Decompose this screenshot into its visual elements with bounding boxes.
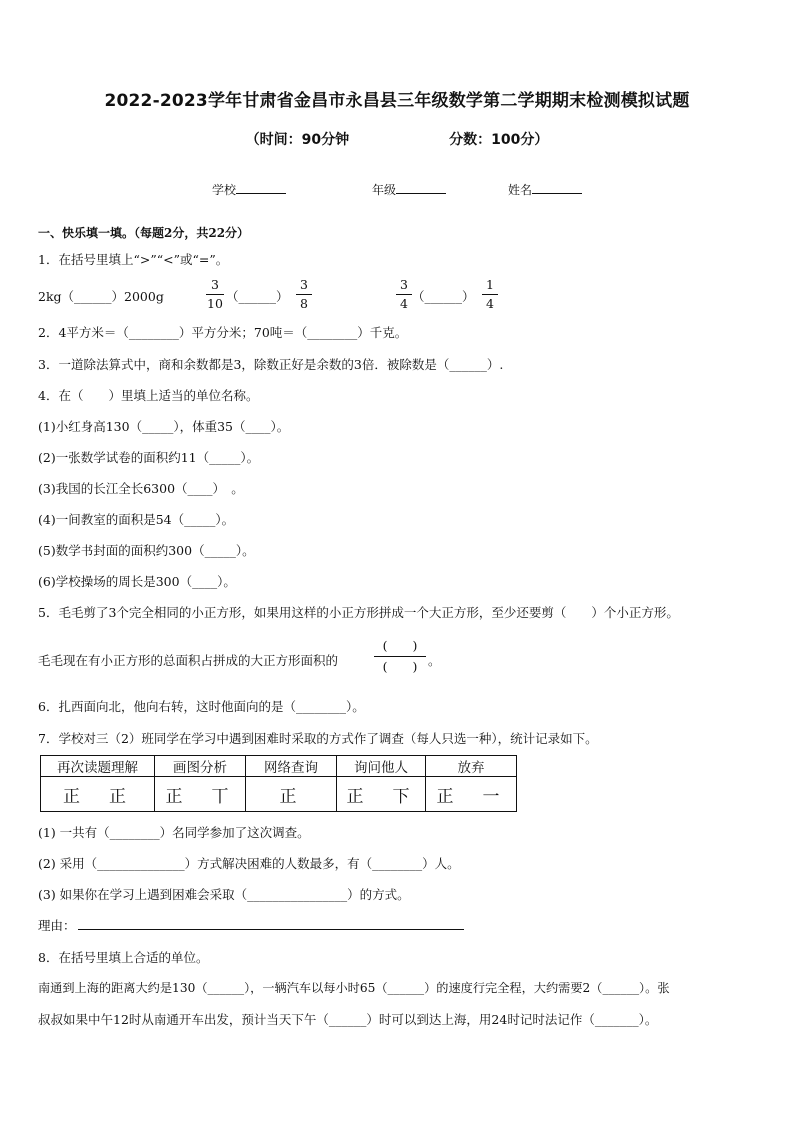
survey-tally-cell: 正 一 <box>426 777 517 812</box>
q1-blank-c[interactable]: （______） <box>412 289 475 304</box>
q5-blank-num: ( ) <box>382 638 418 653</box>
exam-time: （时间：90分钟 <box>245 132 350 148</box>
q4-item: (3)我国的长江全长6300（____） 。 <box>38 481 244 496</box>
q6-text: 6．扎西面向北，他向右转，这时他面向的是（________）。 <box>38 699 365 714</box>
survey-header-cell: 询问他人 <box>337 756 426 777</box>
q1-frac-b2: 3 8 <box>296 276 312 313</box>
q1-blank-b[interactable]: （______） <box>226 289 289 304</box>
q7-sub: (3) 如果你在学习上遇到困难会采取（________________）的方式。 <box>38 887 410 902</box>
q5-fraction-blank[interactable] <box>374 637 426 676</box>
q5-text2: 毛毛现在有小正方形的总面积占拼成的大正方形面积的 <box>38 653 339 668</box>
q7-sub: (2) 采用（______________）方式解决困难的人数最多，有（________）人。 <box>38 856 460 871</box>
q8-line2: 叔叔如果中午12时从南通开车出发，预计当天下午（______）时可以到达上海，用24时记时法记作（_______）。 <box>38 1012 658 1027</box>
name-blank[interactable] <box>532 181 582 194</box>
grade-field <box>372 181 446 198</box>
survey-header-cell: 放弃 <box>426 756 517 777</box>
survey-header-cell: 画图分析 <box>155 756 246 777</box>
name-label: 姓名 <box>508 183 533 197</box>
q1-frac-b1: 3 10 <box>207 277 223 311</box>
grade-blank[interactable] <box>396 181 446 194</box>
q4-item: (6)学校操场的周长是300（____）。 <box>38 574 236 589</box>
survey-tally-cell: 正 下 <box>337 777 426 812</box>
name-field <box>508 181 582 198</box>
survey-tally-cell: 正 正 <box>41 777 155 812</box>
survey-tally-row <box>41 777 517 812</box>
q4-text: 4．在（ ）里填上适当的单位名称。 <box>38 388 259 403</box>
q1-part-a: 2kg（______）2000g <box>38 289 164 304</box>
q7-reason-label: 理由： <box>38 918 76 933</box>
survey-header-cell: 再次读题理解 <box>41 756 155 777</box>
q3-text: 3．一道除法算式中，商和余数都是3，除数正好是余数的3倍．被除数是（______）. <box>38 357 504 372</box>
q8-text: 8．在括号里填上合适的单位。 <box>38 950 209 965</box>
exam-score: 分数：100分） <box>449 132 549 148</box>
q7-sub: (1) 一共有（________）名同学参加了这次调查。 <box>38 825 310 840</box>
exam-title: 2022-2023学年甘肃省金昌市永昌县三年级数学第二学期期末检测模拟试题 <box>104 91 690 111</box>
q1-text: 1．在括号里填上“>”“<”或“=”。 <box>38 252 229 267</box>
section-heading: 一、快乐填一填。（每题2分，共22分） <box>38 226 250 240</box>
survey-tally-cell: 正 <box>246 777 337 812</box>
q4-item: (5)数学书封面的面积约300（_____）。 <box>38 543 255 558</box>
exam-subtitle <box>0 129 794 149</box>
q1-frac-c2: 1 4 <box>482 276 498 313</box>
q8-line1: 南通到上海的距离大约是130（______），一辆汽车以每小时65（______）的速度行完全程，大约需要2（______）。张 <box>38 981 670 995</box>
survey-table <box>40 755 517 812</box>
q4-item: (1)小红身高130（_____），体重35（____）。 <box>38 419 290 434</box>
survey-header-row <box>41 756 517 777</box>
q2-text: 2．4平方米＝（________）平方分米；70吨＝（________）千克。 <box>38 325 408 340</box>
q4-item: (4)一间教室的面积是54（_____）。 <box>38 512 235 527</box>
survey-tally-cell: 正 丅 <box>155 777 246 812</box>
q7-text: 7．学校对三（2）班同学在学习中遇到困难时采取的方式作了调查（每人只选一种），统计记录如下。 <box>38 731 598 746</box>
q1-frac-c1: 3 4 <box>396 276 412 313</box>
survey-header-cell: 网络查询 <box>246 756 337 777</box>
school-blank[interactable] <box>236 181 286 194</box>
q5-text: 5．毛毛剪了3个完全相同的小正方形，如果用这样的小正方形拼成一个大正方形，至少还要剪（ ）个小正方形。 <box>38 605 679 620</box>
school-field <box>212 181 286 198</box>
q4-item: (2)一张数学试卷的面积约11（_____）。 <box>38 450 260 465</box>
q5-end: 。 <box>428 653 441 668</box>
grade-label: 年级 <box>372 183 397 197</box>
q5-blank-den: ( ) <box>382 659 418 674</box>
school-label: 学校 <box>212 183 237 197</box>
q7-reason-blank[interactable] <box>78 929 464 930</box>
